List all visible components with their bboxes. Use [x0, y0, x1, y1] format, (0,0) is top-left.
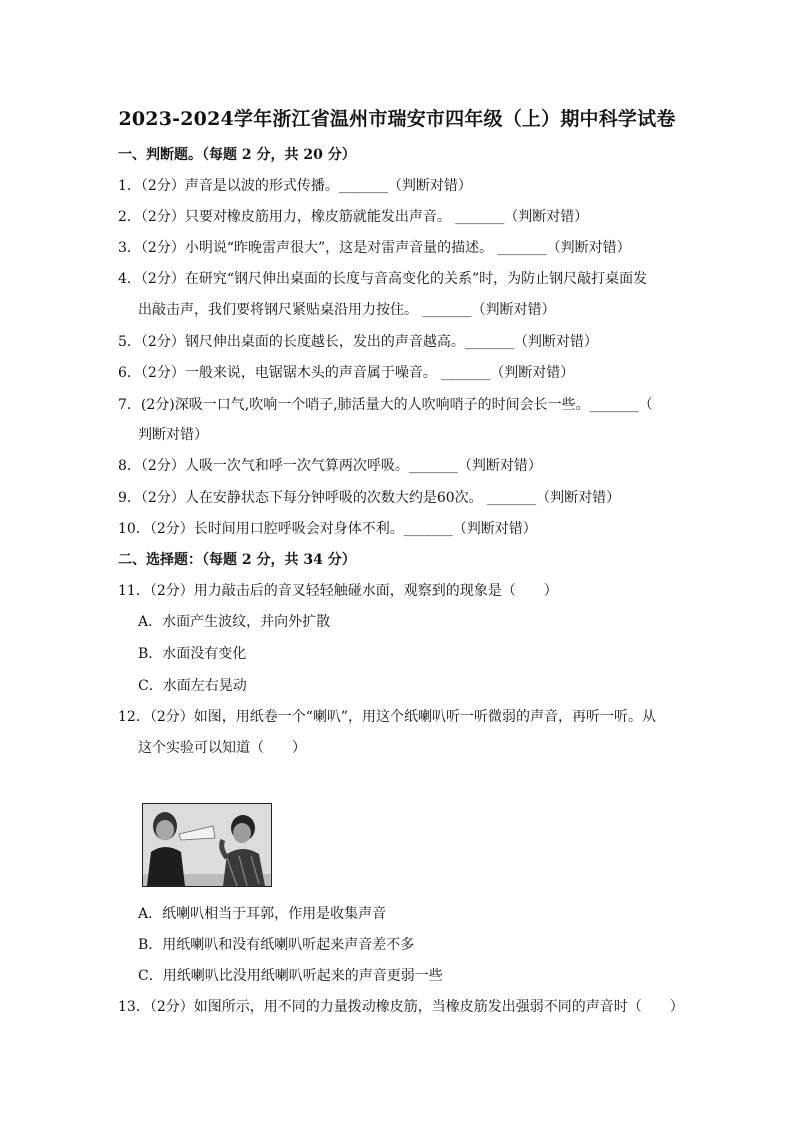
question-10: 10．（2分）长时间用口腔呼吸会对身体不利。_______（判断对错）: [118, 521, 537, 537]
question-12-option-b: B．用纸喇叭和没有纸喇叭听起来声音差不多: [138, 937, 415, 953]
question-7-line-1: 7．(2分)深吸一口气,吹响一个哨子,肺活量大的人吹响哨子的时间会长一些。_______（: [118, 397, 653, 413]
question-12-option-a: A．纸喇叭相当于耳郭，作用是收集声音: [138, 906, 387, 922]
question-3: 3．（2分）小明说“昨晚雷声很大”，这是对雷声音量的描述。 _______（判断对错）: [118, 240, 631, 256]
question-12-photo: [142, 803, 272, 887]
question-11-option-c: C．水面左右晃动: [138, 678, 247, 694]
question-4-line-1: 4．（2分）在研究“钢尺伸出桌面的长度与音高变化的关系”时，为防止钢尺敲打桌面发: [118, 271, 648, 287]
question-9: 9．（2分）人在安静状态下每分钟呼吸的次数大约是60次。 _______（判断对错）: [118, 490, 621, 506]
question-5: 5．（2分）钢尺伸出桌面的长度越长，发出的声音越高。_______（判断对错）: [118, 334, 598, 350]
question-12-line-1: 12．（2分）如图，用纸卷一个“喇叭”，用这个纸喇叭听一听微弱的声音，再听一听。从: [118, 709, 657, 725]
section-heading-judgement: 一、判断题。（每题 2 分，共 20 分）: [118, 147, 356, 163]
section-heading-choice: 二、选择题：（每题 2 分，共 34 分）: [118, 552, 356, 568]
question-8: 8．（2分）人吸一次气和呼一次气算两次呼吸。_______（判断对错）: [118, 458, 542, 474]
question-11-option-b: B．水面没有变化: [138, 646, 247, 662]
page-title: 2023-2024学年浙江省温州市瑞安市四年级（上）期中科学试卷: [118, 108, 676, 130]
question-1: 1．（2分）声音是以波的形式传播。_______（判断对错）: [118, 178, 472, 194]
question-7-line-2: 判断对错）: [138, 427, 208, 443]
question-6: 6．（2分）一般来说，电锯锯木头的声音属于噪音。 _______（判断对错）: [118, 365, 575, 381]
question-2: 2．（2分）只要对橡皮筋用力，橡皮筋就能发出声音。 _______（判断对错）: [118, 209, 589, 225]
question-11: 11．（2分）用力敲击后的音叉轻轻触碰水面，观察到的现象是（ ）: [118, 583, 558, 599]
question-12-option-c: C．用纸喇叭比没用纸喇叭听起来的声音更弱一些: [138, 968, 443, 984]
paper-horn-photo-image: [143, 804, 271, 886]
question-11-option-a: A．水面产生波纹，并向外扩散: [138, 614, 331, 630]
question-12-line-2: 这个实验可以知道（ ）: [138, 740, 306, 756]
question-13: 13．（2分）如图所示，用不同的力量拨动橡皮筋，当橡皮筋发出强弱不同的声音时（ ）: [118, 999, 684, 1015]
question-4-line-2: 出敲击声，我们要将钢尺紧贴桌沿用力按住。 _______（判断对错）: [138, 302, 556, 318]
